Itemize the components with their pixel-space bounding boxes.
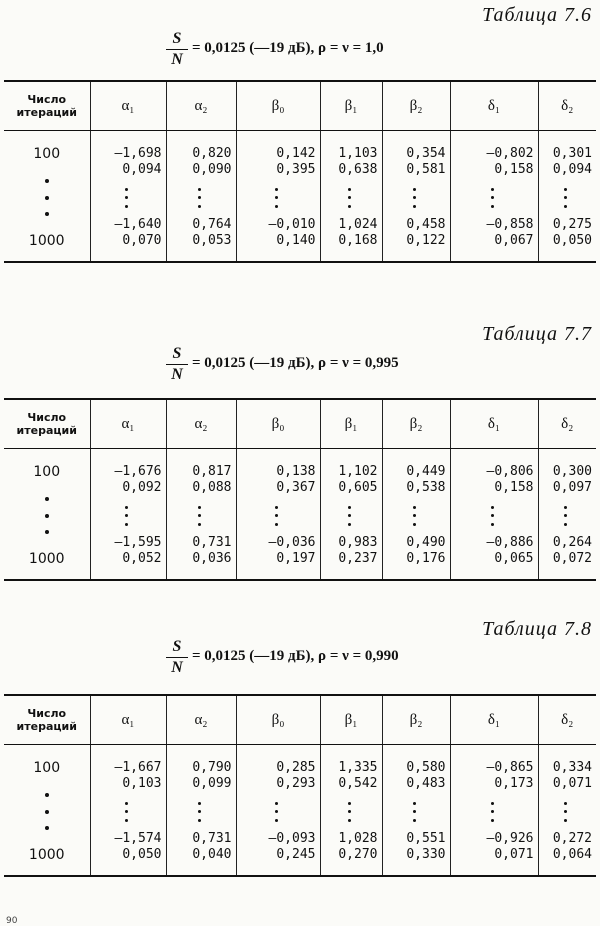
ellipsis-dot (125, 514, 128, 517)
estimate-value: 1,103 (338, 146, 378, 161)
ellipsis-dot (491, 188, 494, 191)
estimate-value: 0,449 (406, 464, 446, 479)
ellipsis-dot (198, 188, 201, 191)
caption-formula: = 0,0125 (—19 дБ), ρ = ν = 0,990 (192, 648, 399, 664)
ellipsis-dot (413, 819, 416, 822)
ellipsis-dot (275, 196, 278, 199)
iteration-count-header: Число итераций (4, 695, 90, 745)
ellipsis-dot (45, 196, 49, 200)
estimate-value: —0,926 (486, 831, 534, 846)
value-cell (538, 131, 596, 263)
fraction-numerator: S (172, 30, 182, 47)
estimate-value: —0,036 (268, 535, 316, 550)
deviation-value: 0,330 (406, 847, 446, 862)
value-cell (166, 745, 236, 877)
deviation-value: 0,092 (122, 480, 162, 495)
ellipsis-dot (198, 523, 201, 526)
ellipsis-dot (198, 196, 201, 199)
estimate-value: 0,764 (192, 217, 232, 232)
ellipsis-dot (413, 188, 416, 191)
ellipsis-dot (125, 523, 128, 526)
fraction-denominator: N (171, 366, 183, 383)
deviation-value: 0,053 (192, 233, 232, 248)
deviation-value: 0,395 (276, 162, 316, 177)
deviation-value: 0,173 (494, 776, 534, 791)
ellipsis-dot (413, 196, 416, 199)
parameter-header: β₀ (236, 695, 320, 745)
parameter-header: β₂ (382, 399, 450, 449)
iteration-count-header: Число итераций (4, 399, 90, 449)
deviation-value: 0,140 (276, 233, 316, 248)
results-table (4, 80, 596, 263)
table-caption (0, 638, 600, 680)
deviation-value: 0,036 (192, 551, 232, 566)
parameter-header: δ₂ (538, 695, 596, 745)
value-cell (236, 131, 320, 263)
ellipsis-dot (564, 819, 567, 822)
ellipsis-dot (125, 205, 128, 208)
estimate-value: —1,640 (114, 217, 162, 232)
value-cell (236, 449, 320, 581)
ellipsis-dot (125, 819, 128, 822)
estimate-value: 0,301 (552, 146, 592, 161)
ellipsis-dot (564, 810, 567, 813)
ellipsis-dot (413, 523, 416, 526)
ellipsis-dot (275, 506, 278, 509)
deviation-value: 0,293 (276, 776, 316, 791)
header-row (4, 399, 596, 449)
parameter-header: δ₁ (450, 695, 538, 745)
parameter-header: α₁ (90, 81, 166, 131)
deviation-value: 0,483 (406, 776, 446, 791)
deviation-value: 0,197 (276, 551, 316, 566)
deviation-value: 0,538 (406, 480, 446, 495)
fraction-denominator: N (171, 659, 183, 676)
parameter-header: δ₂ (538, 399, 596, 449)
deviation-value: 0,071 (494, 847, 534, 862)
estimate-value: 0,272 (552, 831, 592, 846)
value-cell (90, 745, 166, 877)
deviation-value: 0,638 (338, 162, 378, 177)
ellipsis-dot (198, 205, 201, 208)
results-table (4, 694, 596, 877)
deviation-value: 0,094 (122, 162, 162, 177)
ellipsis-dot (198, 810, 201, 813)
estimate-value: 0,817 (192, 464, 232, 479)
estimate-value: 0,264 (552, 535, 592, 550)
deviation-value: 0,158 (494, 480, 534, 495)
value-cell (538, 745, 596, 877)
iteration-last: 1000 (28, 551, 65, 567)
deviation-value: 0,605 (338, 480, 378, 495)
parameter-header: β₀ (236, 399, 320, 449)
parameter-header: α₁ (90, 399, 166, 449)
estimate-value: 0,490 (406, 535, 446, 550)
deviation-value: 0,168 (338, 233, 378, 248)
ellipsis-dot (564, 523, 567, 526)
value-cell (320, 449, 382, 581)
iteration-cell (4, 745, 90, 877)
signal-noise-fraction (166, 638, 188, 677)
deviation-value: 0,072 (552, 551, 592, 566)
estimate-value: 0,790 (192, 760, 232, 775)
ellipsis-dot (491, 810, 494, 813)
ellipsis-dot (564, 205, 567, 208)
value-cell (450, 449, 538, 581)
results-table (4, 398, 596, 581)
ellipsis-dot (348, 523, 351, 526)
deviation-value: 0,090 (192, 162, 232, 177)
estimate-value: —1,667 (114, 760, 162, 775)
ellipsis-dot (125, 506, 128, 509)
ellipsis-dot (348, 205, 351, 208)
iteration-last: 1000 (28, 233, 65, 249)
estimate-value: —0,806 (486, 464, 534, 479)
value-cell (450, 745, 538, 877)
ellipsis-dot (198, 506, 201, 509)
ellipsis-dot (125, 188, 128, 191)
deviation-value: 0,050 (552, 233, 592, 248)
fraction-bar (166, 49, 188, 50)
deviation-value: 0,542 (338, 776, 378, 791)
ellipsis-dot (564, 514, 567, 517)
ellipsis-dot (413, 802, 416, 805)
ellipsis-dot (125, 810, 128, 813)
deviation-value: 0,367 (276, 480, 316, 495)
estimate-value: 0,983 (338, 535, 378, 550)
estimate-value: 0,334 (552, 760, 592, 775)
ellipsis-dot (45, 826, 49, 830)
table-number: Таблица 7.7 (482, 323, 592, 345)
ellipsis-dot (413, 810, 416, 813)
table-number: Таблица 7.8 (482, 618, 592, 640)
fraction-bar (166, 364, 188, 365)
estimate-value: 0,354 (406, 146, 446, 161)
iteration-count-header: Число итераций (4, 81, 90, 131)
ellipsis-dot (45, 793, 49, 797)
parameter-header: β₂ (382, 695, 450, 745)
deviation-value: 0,070 (122, 233, 162, 248)
value-cell (166, 449, 236, 581)
ellipsis-dot (348, 196, 351, 199)
value-cell (166, 131, 236, 263)
estimate-value: —0,865 (486, 760, 534, 775)
table-number: Таблица 7.6 (482, 4, 592, 26)
ellipsis-dot (275, 810, 278, 813)
estimate-value: 1,335 (338, 760, 378, 775)
table-row (4, 745, 596, 877)
estimate-value: —1,574 (114, 831, 162, 846)
deviation-value: 0,067 (494, 233, 534, 248)
ellipsis-dot (413, 514, 416, 517)
fraction-denominator: N (171, 51, 183, 68)
ellipsis-dot (198, 802, 201, 805)
parameter-header: δ₁ (450, 399, 538, 449)
iteration-cell (4, 449, 90, 581)
ellipsis-dot (348, 819, 351, 822)
value-cell (382, 745, 450, 877)
value-cell (320, 131, 382, 263)
estimate-value: —0,886 (486, 535, 534, 550)
ellipsis-dot (348, 810, 351, 813)
ellipsis-dot (491, 819, 494, 822)
ellipsis-dot (275, 514, 278, 517)
deviation-value: 0,065 (494, 551, 534, 566)
ellipsis-dot (491, 205, 494, 208)
ellipsis-dot (45, 497, 49, 501)
table-caption (0, 345, 600, 387)
deviation-value: 0,050 (122, 847, 162, 862)
parameter-header: δ₁ (450, 81, 538, 131)
parameter-header: δ₂ (538, 81, 596, 131)
estimate-value: 0,731 (192, 535, 232, 550)
page-number: 90 (6, 916, 18, 926)
ellipsis-dot (45, 212, 49, 216)
estimate-value: 1,028 (338, 831, 378, 846)
parameter-header: β₁ (320, 695, 382, 745)
parameter-header: β₁ (320, 81, 382, 131)
parameter-header: β₀ (236, 81, 320, 131)
ellipsis-dot (45, 530, 49, 534)
ellipsis-dot (45, 179, 49, 183)
estimate-value: 0,820 (192, 146, 232, 161)
deviation-value: 0,052 (122, 551, 162, 566)
deviation-value: 0,097 (552, 480, 592, 495)
value-cell (450, 131, 538, 263)
estimate-value: —0,802 (486, 146, 534, 161)
estimate-value: 0,300 (552, 464, 592, 479)
estimate-value: 1,024 (338, 217, 378, 232)
estimate-value: 0,458 (406, 217, 446, 232)
ellipsis-dot (275, 523, 278, 526)
deviation-value: 0,064 (552, 847, 592, 862)
parameter-header: α₁ (90, 695, 166, 745)
estimate-value: —1,698 (114, 146, 162, 161)
deviation-value: 0,237 (338, 551, 378, 566)
parameter-header: α₂ (166, 695, 236, 745)
ellipsis-dot (45, 514, 49, 518)
ellipsis-dot (275, 819, 278, 822)
ellipsis-dot (348, 514, 351, 517)
estimate-value: —0,858 (486, 217, 534, 232)
iteration-first: 100 (33, 146, 61, 162)
deviation-value: 0,581 (406, 162, 446, 177)
iteration-first: 100 (33, 464, 61, 480)
ellipsis-dot (275, 802, 278, 805)
ellipsis-dot (564, 506, 567, 509)
ellipsis-dot (275, 188, 278, 191)
parameter-header: α₂ (166, 399, 236, 449)
caption-formula: = 0,0125 (—19 дБ), ρ = ν = 0,995 (192, 355, 399, 371)
ellipsis-dot (564, 188, 567, 191)
caption-formula: = 0,0125 (—19 дБ), ρ = ν = 1,0 (192, 40, 384, 56)
ellipsis-dot (491, 196, 494, 199)
iteration-cell (4, 131, 90, 263)
deviation-value: 0,040 (192, 847, 232, 862)
estimate-value: —1,676 (114, 464, 162, 479)
ellipsis-dot (491, 506, 494, 509)
estimate-value: —0,093 (268, 831, 316, 846)
value-cell (236, 745, 320, 877)
signal-noise-fraction (166, 345, 188, 384)
parameter-header: β₂ (382, 81, 450, 131)
header-row (4, 695, 596, 745)
estimate-value: 0,142 (276, 146, 316, 161)
ellipsis-dot (45, 810, 49, 814)
ellipsis-dot (125, 196, 128, 199)
deviation-value: 0,158 (494, 162, 534, 177)
deviation-value: 0,103 (122, 776, 162, 791)
estimate-value: 0,275 (552, 217, 592, 232)
deviation-value: 0,122 (406, 233, 446, 248)
value-cell (90, 449, 166, 581)
estimate-value: 0,285 (276, 760, 316, 775)
deviation-value: 0,099 (192, 776, 232, 791)
deviation-value: 0,071 (552, 776, 592, 791)
iteration-first: 100 (33, 760, 61, 776)
table-row (4, 449, 596, 581)
ellipsis-dot (125, 802, 128, 805)
estimate-value: 0,551 (406, 831, 446, 846)
estimate-value: 0,731 (192, 831, 232, 846)
deviation-value: 0,270 (338, 847, 378, 862)
ellipsis-dot (348, 506, 351, 509)
ellipsis-dot (564, 802, 567, 805)
table-row (4, 131, 596, 263)
deviation-value: 0,245 (276, 847, 316, 862)
fraction-numerator: S (172, 638, 182, 655)
signal-noise-fraction (166, 30, 188, 69)
deviation-value: 0,176 (406, 551, 446, 566)
value-cell (538, 449, 596, 581)
estimate-value: 1,102 (338, 464, 378, 479)
header-row (4, 81, 596, 131)
parameter-header: α₂ (166, 81, 236, 131)
ellipsis-dot (348, 802, 351, 805)
value-cell (90, 131, 166, 263)
ellipsis-dot (564, 196, 567, 199)
fraction-numerator: S (172, 345, 182, 362)
table-caption (0, 30, 600, 72)
fraction-bar (166, 657, 188, 658)
value-cell (320, 745, 382, 877)
ellipsis-dot (491, 802, 494, 805)
ellipsis-dot (198, 819, 201, 822)
ellipsis-dot (413, 205, 416, 208)
ellipsis-dot (413, 506, 416, 509)
iteration-last: 1000 (28, 847, 65, 863)
value-cell (382, 449, 450, 581)
deviation-value: 0,094 (552, 162, 592, 177)
estimate-value: 0,580 (406, 760, 446, 775)
ellipsis-dot (491, 523, 494, 526)
deviation-value: 0,088 (192, 480, 232, 495)
estimate-value: —0,010 (268, 217, 316, 232)
ellipsis-dot (275, 205, 278, 208)
estimate-value: 0,138 (276, 464, 316, 479)
ellipsis-dot (198, 514, 201, 517)
parameter-header: β₁ (320, 399, 382, 449)
ellipsis-dot (348, 188, 351, 191)
ellipsis-dot (491, 514, 494, 517)
value-cell (382, 131, 450, 263)
estimate-value: —1,595 (114, 535, 162, 550)
